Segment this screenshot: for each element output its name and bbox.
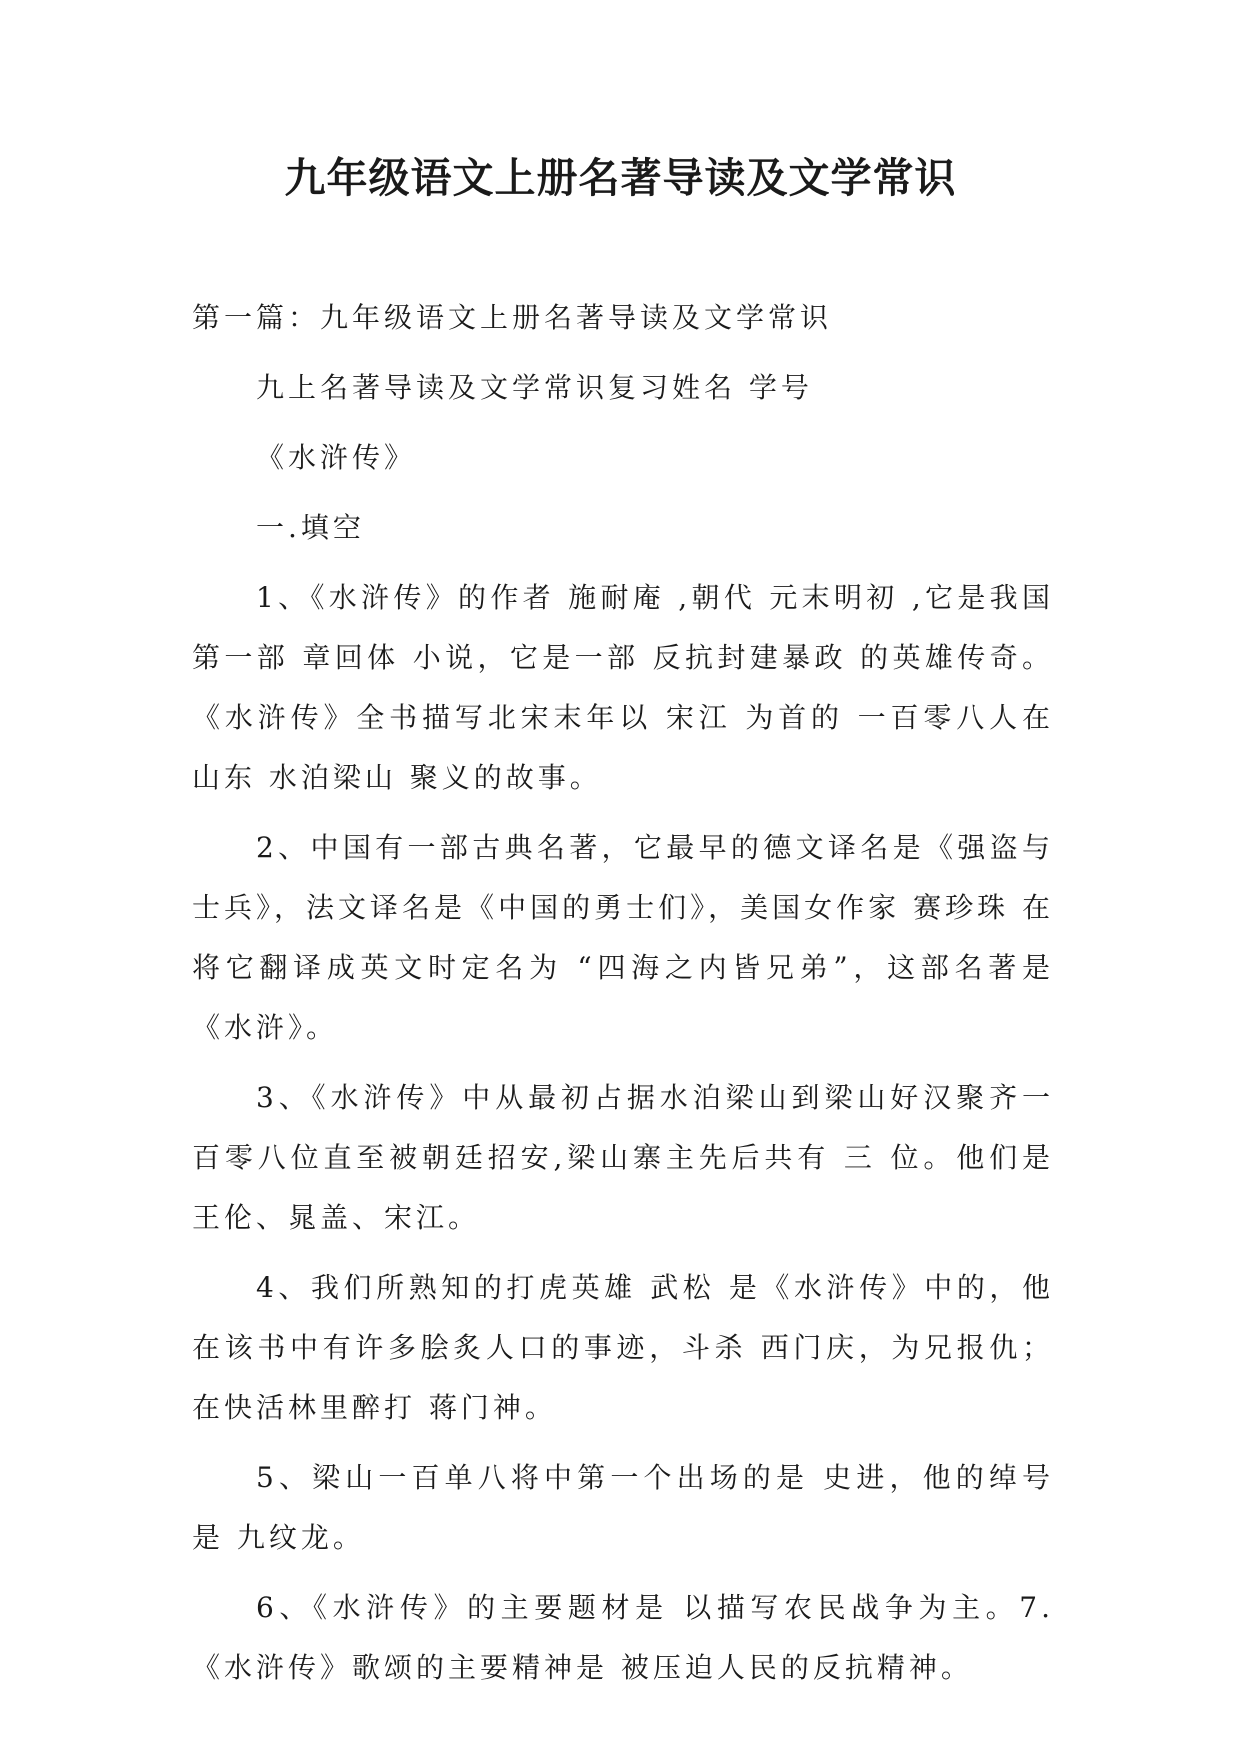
section-heading: 第一篇：九年级语文上册名著导读及文学常识	[192, 301, 833, 334]
review-header-line: 九上名著导读及文学常识复习姓名 学号	[256, 371, 813, 404]
document-body	[192, 288, 1054, 1708]
question-6-7: 6、《水浒传》的主要题材是 以描写农民战争为主。7.《水浒传》歌颂的主要精神是 被压迫人民的反抗精神。	[192, 1591, 1054, 1684]
question-4: 4、我们所熟知的打虎英雄 武松 是《水浒传》中的，他在该书中有许多脍炙人口的事迹，斗杀 西门庆，为兄报仇；在快活林里醉打 蒋门神。	[192, 1271, 1054, 1424]
book-title-heading: 《水浒传》	[256, 441, 417, 474]
question-1: 1、《水浒传》的作者 施耐庵 ,朝代 元末明初 ,它是我国第一部 章回体 小说，它是一部 反抗封建暴政 的英雄传奇。《水浒传》全书描写北宋末年以 宋江 为首的 一百零八人在山东 水泊梁山 聚义的故事。	[192, 581, 1054, 794]
part-heading: 一.填空	[256, 511, 365, 544]
document-title: 九年级语文上册名著导读及文学常识	[284, 154, 957, 202]
question-5: 5、梁山一百单八将中第一个出场的是 史进，他的绰号是 九纹龙。	[192, 1461, 1054, 1554]
question-2: 2、中国有一部古典名著，它最早的德文译名是《强盗与士兵》，法文译名是《中国的勇士们》，美国女作家 赛珍珠 在将它翻译成英文时定名为 “四海之内皆兄弟”，这部名著是 《水浒》。	[192, 831, 1054, 1044]
question-3: 3、《水浒传》中从最初占据水泊梁山到梁山好汉聚齐一百零八位直至被朝廷招安,梁山寨主先后共有 三 位。他们是 王伦、晁盖、宋江。	[192, 1081, 1054, 1234]
